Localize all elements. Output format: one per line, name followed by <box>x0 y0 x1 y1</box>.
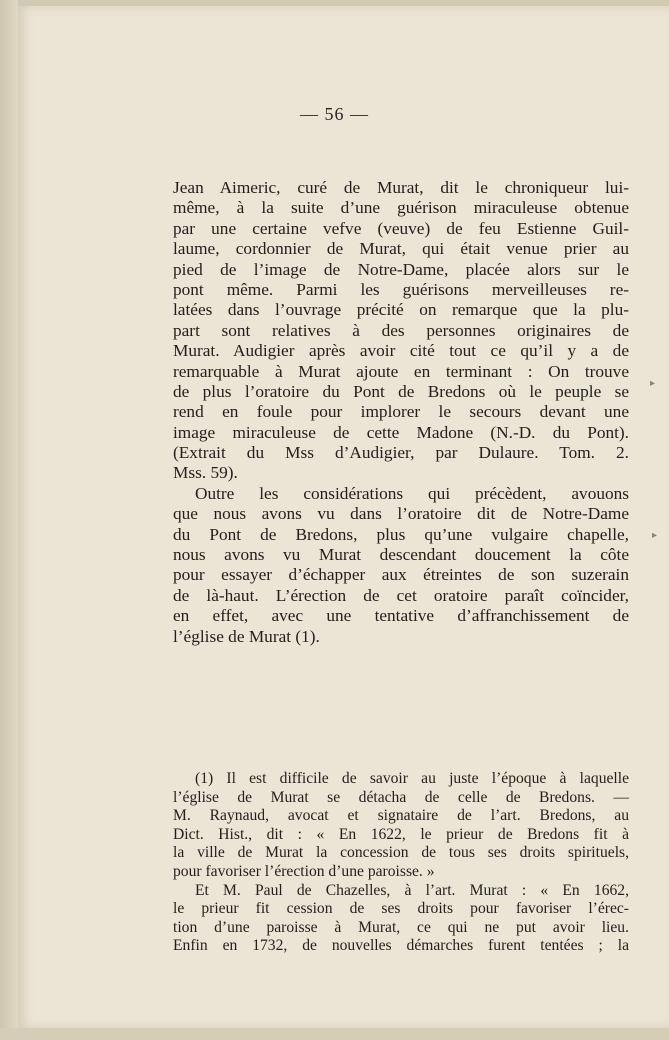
text-line: Mss. 59). <box>173 463 238 483</box>
text-line: pied de l’image de Notre-Dame, placée alors sur le <box>173 259 629 279</box>
text-line: latées dans l’ouvrage précité on remarque que la plu- <box>173 300 629 320</box>
footnote-line: M. Raynaud, avocat et signataire de l’art. Bredons, au <box>173 807 629 825</box>
text-line: du Pont de Bredons, plus qu’une vulgaire chapelle, <box>173 524 629 544</box>
text-line: rend en foule pour implorer le secours devant une <box>173 402 629 422</box>
text-line: image miraculeuse de cette Madone (N.-D. du Pont). <box>173 422 629 442</box>
text-line: l’église de Murat (1). <box>173 626 320 646</box>
text-line: Outre les considérations qui précèdent, avouons <box>195 483 629 503</box>
footnote-line: (1) Il est difficile de savoir au juste l’époque à laquelle <box>195 770 629 787</box>
page-edge-bottom <box>0 1028 669 1040</box>
text-line: (Extrait du Mss d’Audigier, par Dulaure. Tom. 2. <box>173 443 629 463</box>
footnote-block <box>173 770 629 956</box>
text-line: pont même. Parmi les guérisons merveilleuses re- <box>173 279 629 299</box>
page-edge-left <box>0 0 18 1040</box>
text-line: par une certaine vefve (veuve) de feu Estienne Guil- <box>173 218 629 238</box>
text-line: en effet, avec une tentative d’affranchissement de <box>173 606 629 626</box>
text-line: remarquable à Murat ajoute en terminant : On trouve <box>173 361 629 381</box>
text-line: de là-haut. L’érection de cet oratoire paraît coïncider, <box>173 585 629 605</box>
footnote-line: le prieur fit cession de ses droits pour favoriser l’érec- <box>173 900 629 918</box>
text-line: même, à la suite d’une guérison miraculeuse obtenue <box>173 198 629 218</box>
text-line: pour essayer d’échapper aux étreintes de son suzerain <box>173 565 629 585</box>
text-line: nous avons vu Murat descendant doucement la côte <box>173 545 629 565</box>
footnote-line: Dict. Hist., dit : « En 1622, le prieur de Bredons fit à <box>173 825 629 843</box>
margin-speck: ▸ <box>652 530 658 541</box>
footnote-line: l’église de Murat se détacha de celle de Bredons. — <box>173 788 629 806</box>
text-line: part sont relatives à des personnes originaires de <box>173 320 629 340</box>
text-line: que nous avons vu dans l’oratoire dit de Notre-Dame <box>173 504 629 524</box>
margin-speck: ▸ <box>650 378 656 389</box>
main-text <box>173 178 629 647</box>
text-line: de plus l’oratoire du Pont de Bredons où le peuple se <box>173 381 629 401</box>
text-line: Jean Aimeric, curé de Murat, dit le chroniqueur lui- <box>173 178 629 197</box>
footnote-line: Et M. Paul de Chazelles, à l’art. Murat : « En 1662, <box>195 881 629 899</box>
footnote-line: pour favoriser l’érection d’une paroisse. » <box>173 862 435 880</box>
page-number: — 56 — <box>300 104 369 124</box>
footnote-line: Enfin en 1732, de nouvelles démarches furent tentées ; la <box>173 937 629 955</box>
text-line: laume, cordonnier de Murat, qui était venue prier au <box>173 239 629 259</box>
text-line: Murat. Audigier après avoir cité tout ce qu’il y a de <box>173 341 629 361</box>
footnote-line: tion d’une paroisse à Murat, ce qui ne put avoir lieu. <box>173 918 629 936</box>
footnote-line: la ville de Murat la concession de tous ses droits spirituels, <box>173 844 629 862</box>
